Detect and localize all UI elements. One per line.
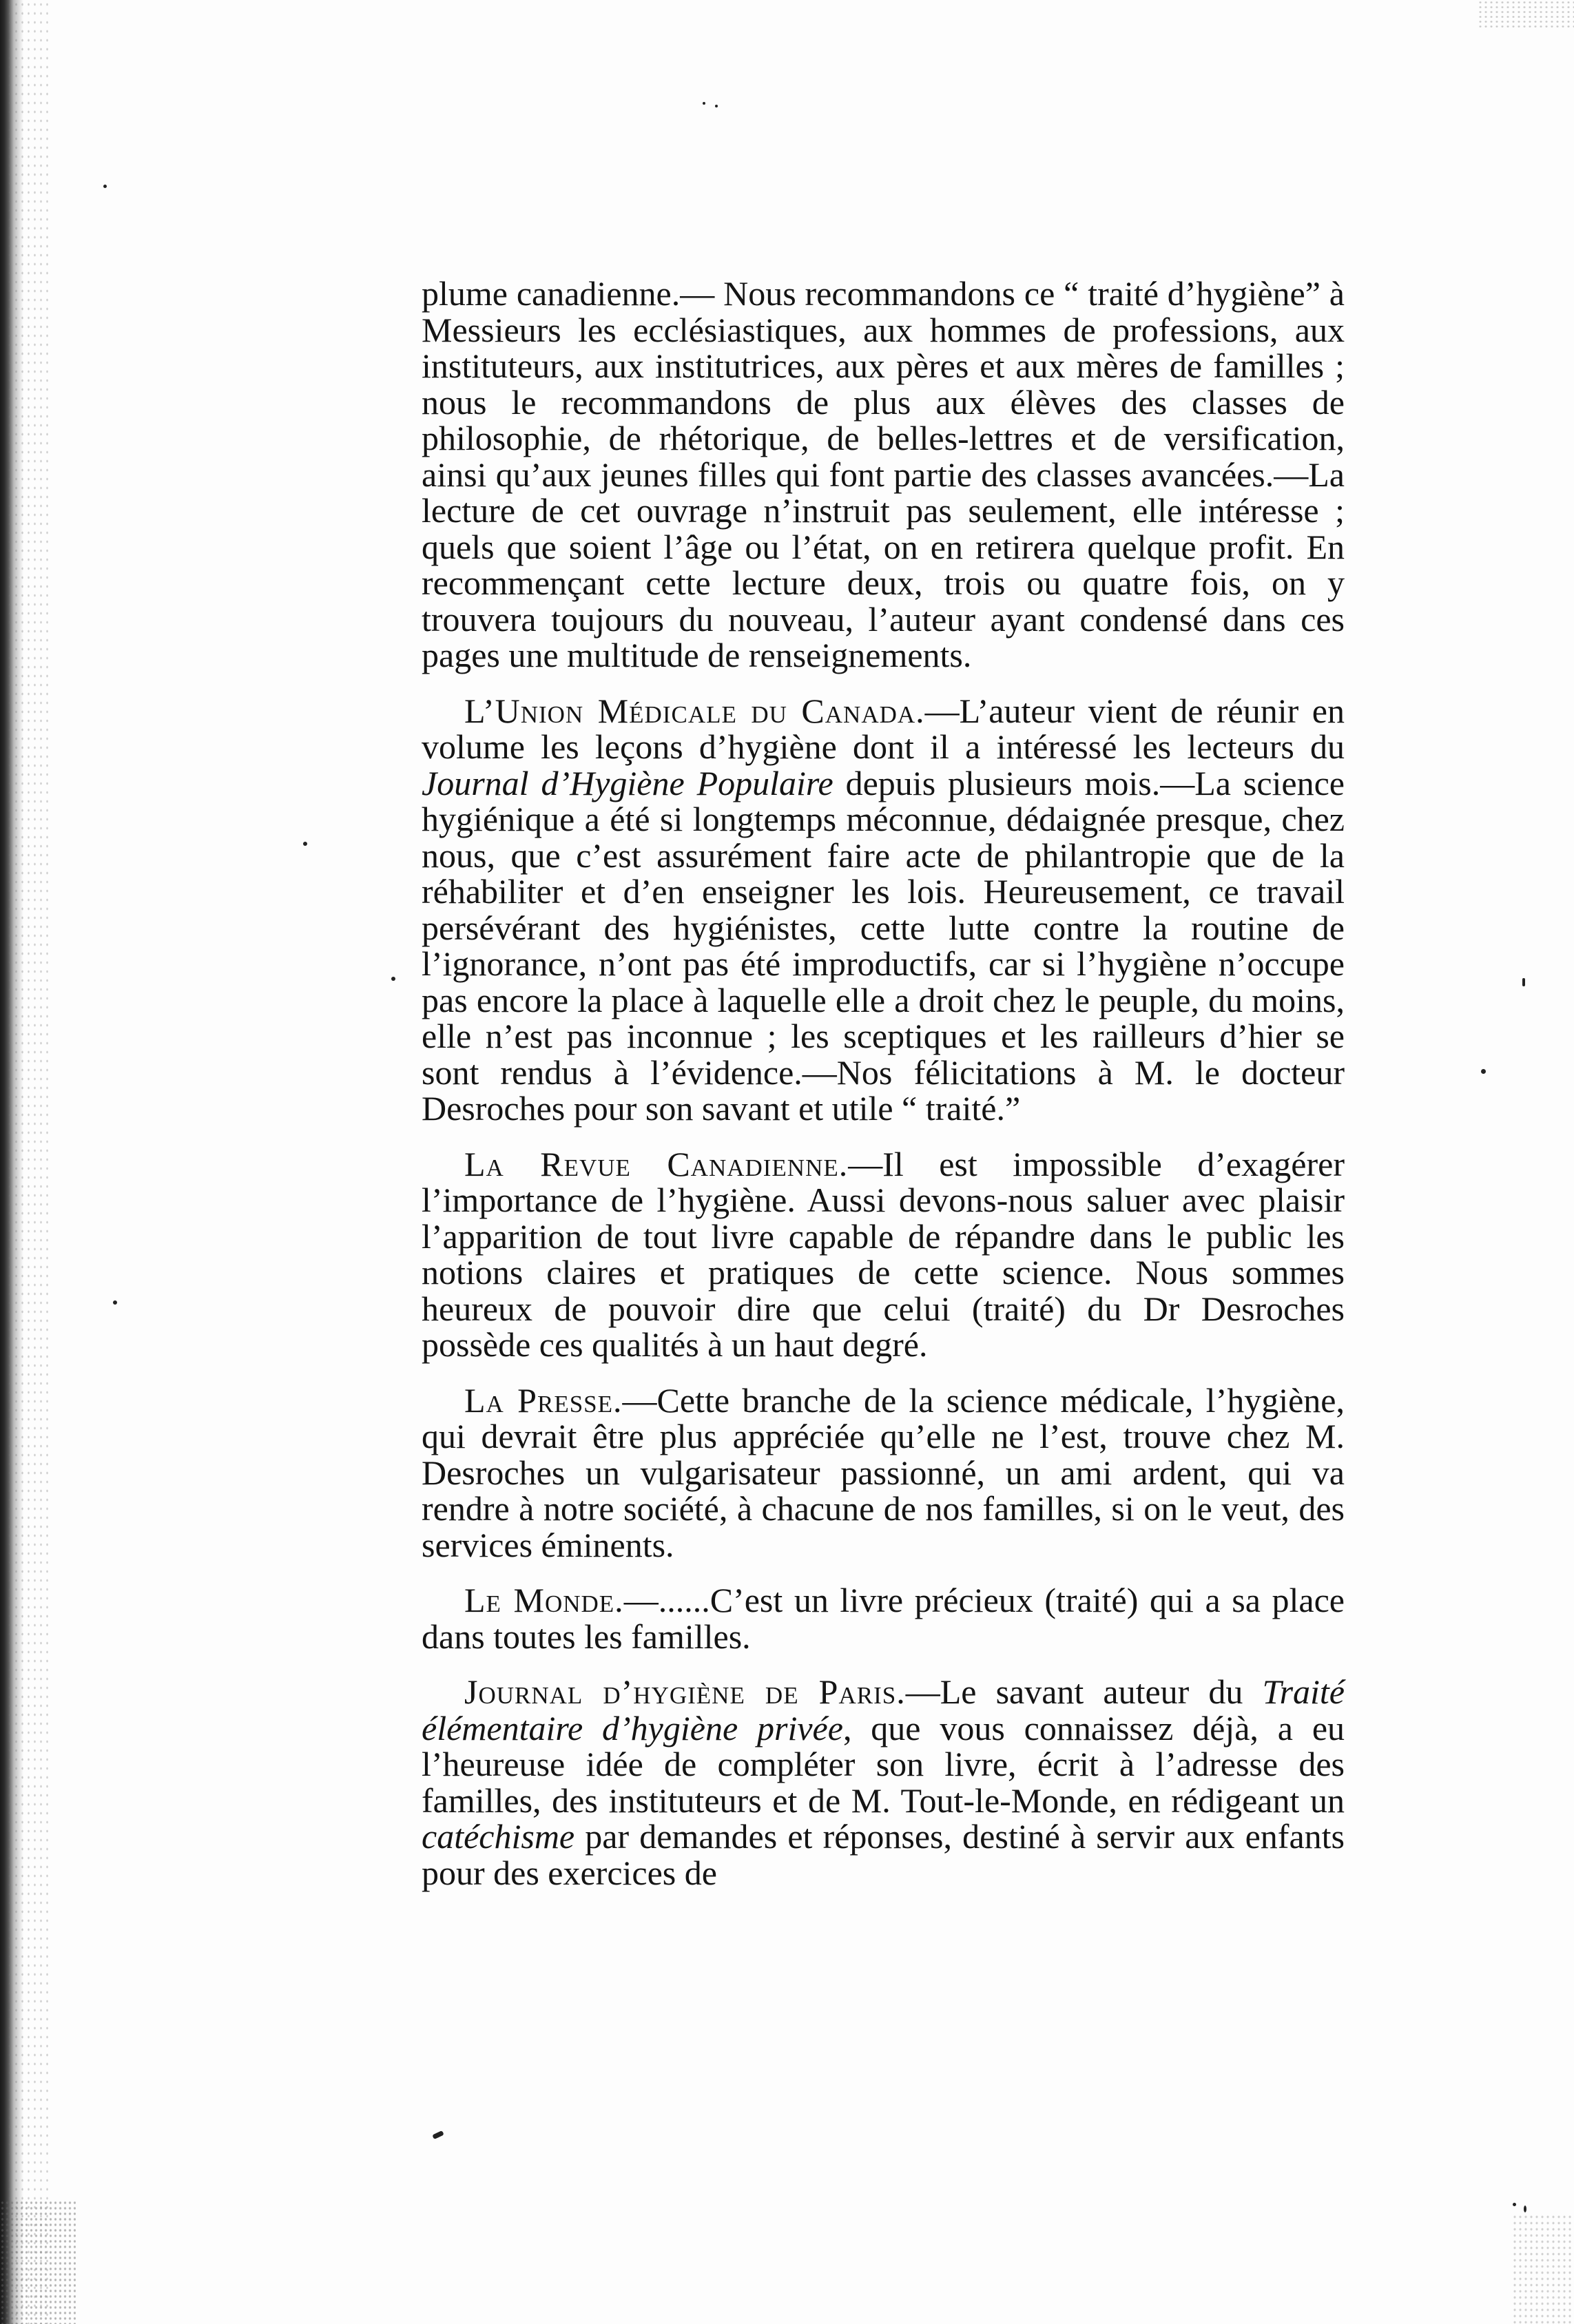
review-paragraph-union-medicale xyxy=(422,693,1345,1127)
review-paragraph-le-monde xyxy=(422,1582,1345,1654)
review-source-title: Le Monde. xyxy=(464,1581,624,1619)
paragraph-text: —Le savant auteur du xyxy=(905,1672,1263,1711)
scan-speck xyxy=(1522,978,1525,986)
scan-speck xyxy=(1524,2206,1526,2212)
paragraph-text: depuis plusieurs mois.—La science hygiénique a été si longtemps méconnue, dédaignée presque, chez nous, que c’est assurément faire acte de philantropie que de la réhabiliter et d’en enseigner les lois. Heureusement, ce travail persévérant des hygiénistes, cette lutte contre la routine de l’ignorance, n’ont pas été improductifs, car si l’hygiène n’occupe pas encore la place à laquelle elle a droit chez le peuple, du moins, elle n’est pas inconnue ; les sceptiques et les railleurs d’hier se sont rendus à l’évidence.—Nos félicitations à M. le docteur Desroches pour son savant et utile “ traité.” xyxy=(422,763,1345,1128)
review-source-title: La Revue Canadienne. xyxy=(464,1144,849,1183)
review-source-title: L’Union Médicale du Canada. xyxy=(464,691,925,730)
scan-speck xyxy=(715,105,718,107)
journal-title-italic: Journal d’Hygiène Populaire xyxy=(422,763,833,802)
paragraph-continuation xyxy=(422,276,1345,674)
paragraph-text: —L’auteur vient de réunir en volume les leçons d’hygiène dont il a intéressé les lecteurs du xyxy=(422,691,1345,766)
scan-speck xyxy=(432,2130,444,2139)
review-paragraph-journal-hygiene-paris xyxy=(422,1674,1345,1891)
scan-speck xyxy=(103,185,107,188)
paragraph-text: , que vous connaissez déjà, a eu l’heureuse idée de compléter son livre, écrit à l’adresse des familles, des instituteurs et de M. Tout-le-Monde, en rédigeant un xyxy=(422,1708,1345,1820)
page-corner-noise xyxy=(1512,2214,1574,2324)
review-paragraph-la-presse xyxy=(422,1382,1345,1564)
emphasis-italic: catéchisme xyxy=(422,1817,575,1856)
page-corner-noise xyxy=(1478,0,1574,28)
paragraph-text: —......C’est un livre précieux (traité) qui a sa place dans toutes les familles. xyxy=(422,1581,1345,1656)
review-source-title: La Presse. xyxy=(464,1380,623,1420)
page-corner-noise xyxy=(0,2200,76,2324)
scan-speck xyxy=(1513,2203,1516,2206)
paragraph-text: par demandes et réponses, destiné à servir aux enfants pour des exercices de xyxy=(422,1817,1345,1892)
book-text-block xyxy=(422,276,1345,1910)
book-title-italic: Traité élémentaire d’hygiène privée xyxy=(422,1672,1345,1747)
scan-speck xyxy=(391,977,395,981)
paragraph-text: plume canadienne.— Nous recommandons ce “ traité d’hygiène” à Messieurs les ecclésiastiques, aux hommes de professions, aux instituteurs, aux institutrices, aux pères et aux mères de familles ; nous le recommandons de plus aux élèves des classes de philosophie, de rhétorique, de belles-lettres et de versification, ainsi qu’aux jeunes filles qui font partie des classes avancées.—La lecture de cet ouvrage n’instruit pas seulement, elle intéresse ; quels que soient l’âge ou l’état, on en retirera quelque profit. En recommençant cette lecture deux, trois ou quatre fois, on y trouvera toujours du nouveau, l’auteur ayant condensé dans ces pages une multitude de renseignements. xyxy=(422,274,1345,674)
review-paragraph-revue-canadienne xyxy=(422,1146,1345,1363)
scan-speck xyxy=(113,1300,117,1305)
scan-speck xyxy=(1481,1069,1486,1074)
paragraph-text: —Il est impossible d’exagérer l’importance de l’hygiène. Aussi devons-nous saluer avec plaisir l’apparition de tout livre capable de répandre dans le public les notions claires et pratiques de cette science. Nous sommes heureux de pouvoir dire que celui (traité) du Dr Desroches possède ces qualités à un haut degré. xyxy=(422,1144,1345,1364)
paragraph-text: —Cette branche de la science médicale, l’hygiène, qui devrait être plus appréciée qu’elle ne l’est, trouve chez M. Desroches un vulgarisateur passionné, un ami ardent, qui va rendre à notre société, à chacune de nos familles, si on le veut, des services éminents. xyxy=(422,1380,1345,1564)
review-source-title: Journal d’hygiène de Paris. xyxy=(464,1672,906,1711)
page-edge-speckle xyxy=(7,0,48,2324)
scan-speck xyxy=(303,842,307,846)
scan-speck xyxy=(703,102,705,105)
